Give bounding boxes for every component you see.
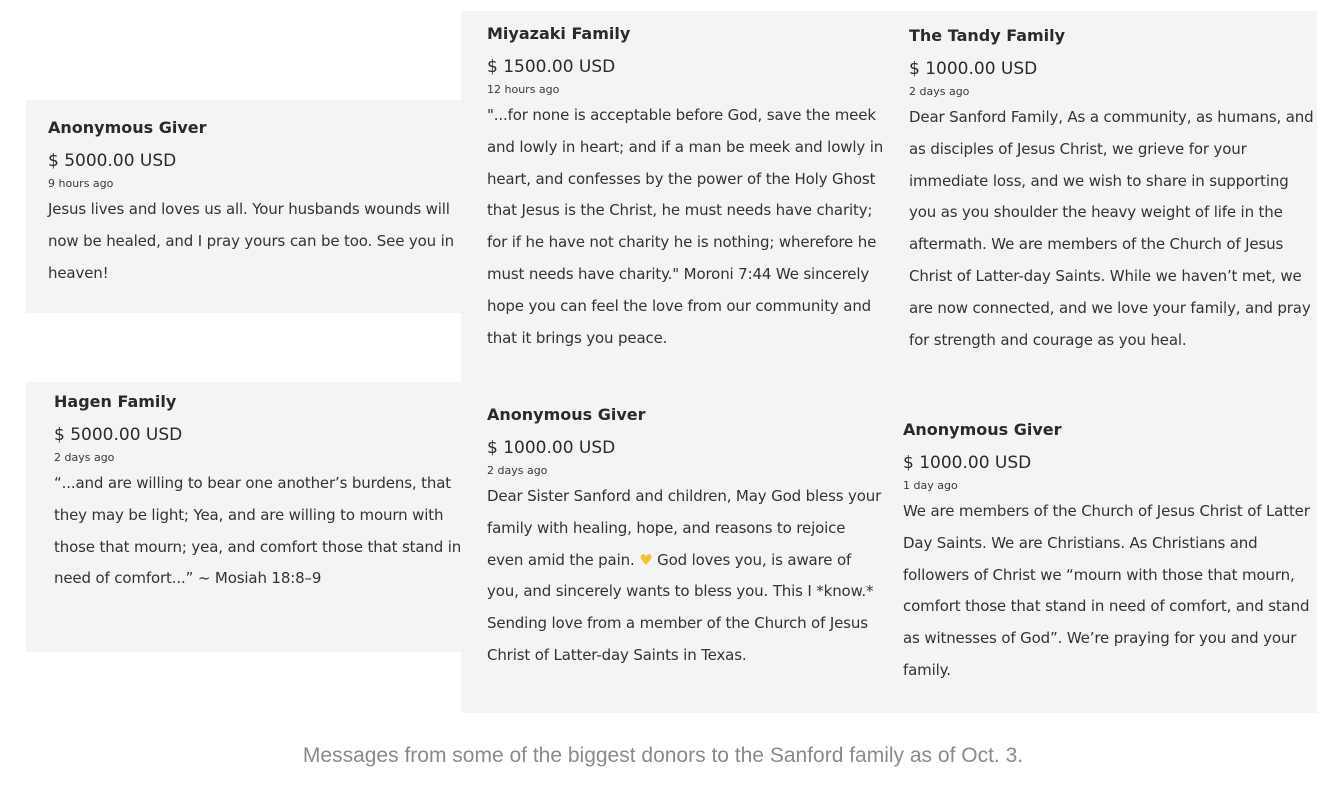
- donor-name: Anonymous Giver: [903, 420, 1062, 439]
- donation-amount: $ 1000.00 USD: [909, 59, 1038, 79]
- donation-message: [487, 481, 882, 672]
- image-caption: Messages from some of the biggest donors to the Sanford family as of Oct. 3.: [302, 744, 1024, 767]
- donation-message: "...for none is acceptable before God, save the meek and lowly in heart; and if a man be meek and lowly in heart, and confesses by the power of the Holy Ghost that Jesus is the Christ, he must needs have charity; for if he have not charity he is nothing; wherefore he must needs have charity." Moroni 7:44 We sincerely hope you can feel the love from our community and that it brings you peace.: [487, 106, 884, 347]
- donation-message-part: Dear Sister Sanford and children, May God bless your family with healing, hope, and reasons to rejoice even amid the pain.: [487, 487, 882, 569]
- donation-card: [487, 405, 882, 672]
- donation-message: Dear Sanford Family, As a community, as humans, and as disciples of Jesus Christ, we grieve for your immediate loss, and we wish to share in supporting you as you shoulder the heavy weight of life in the aftermath. We are members of the Church of Jesus Christ of Latter-day Saints. While we haven’t met, we are now connected, and we love your family, and pray for strength and courage as you heal.: [909, 108, 1314, 349]
- donation-message: “...and are willing to bear one another’s burdens, that they may be light; Yea, and are willing to mourn with those that mourn; yea, and comfort those that stand in need of comfort...” ~ Mosiah 18:8–9: [54, 474, 462, 588]
- donation-amount: $ 1000.00 USD: [487, 438, 616, 458]
- donor-name: Miyazaki Family: [487, 24, 631, 43]
- donation-card: [487, 24, 887, 354]
- donation-amount: $ 1000.00 USD: [903, 453, 1032, 473]
- donation-time: 2 days ago: [54, 451, 115, 464]
- donation-time: 2 days ago: [909, 85, 970, 98]
- donor-name: The Tandy Family: [909, 26, 1066, 45]
- donation-amount: $ 5000.00 USD: [54, 425, 183, 445]
- donation-time: 2 days ago: [487, 464, 548, 477]
- donation-message: We are members of the Church of Jesus Christ of Latter Day Saints. We are Christians. As Christians and followers of Christ we “mourn with those that mourn, comfort those that stand in need of comfort, and stand as witnesses of God”. We’re praying for you and your family.: [903, 502, 1310, 679]
- donor-name: Anonymous Giver: [487, 405, 646, 424]
- donor-name: Hagen Family: [54, 392, 177, 411]
- donation-time: 1 day ago: [903, 479, 958, 492]
- donation-time: 9 hours ago: [48, 177, 114, 190]
- donation-amount: $ 1500.00 USD: [487, 57, 616, 77]
- donation-card: [909, 26, 1315, 356]
- donor-name: Anonymous Giver: [48, 118, 207, 137]
- donation-amount: $ 5000.00 USD: [48, 151, 177, 171]
- yellow-heart-icon: ♥: [639, 550, 653, 569]
- donation-time: 12 hours ago: [487, 83, 560, 96]
- donation-message: Jesus lives and loves us all. Your husbands wounds will now be healed, and I pray yours can be too. See you in heaven!: [48, 200, 455, 282]
- donation-message-part: God loves you, is aware of you, and sincerely wants to bless you. This I *know.* Sending love from a member of the Church of Jesus Christ of Latter-day Saints in Texas.: [487, 550, 874, 664]
- donation-card: [48, 118, 462, 289]
- donation-card: [903, 420, 1315, 687]
- donation-card: [54, 392, 466, 595]
